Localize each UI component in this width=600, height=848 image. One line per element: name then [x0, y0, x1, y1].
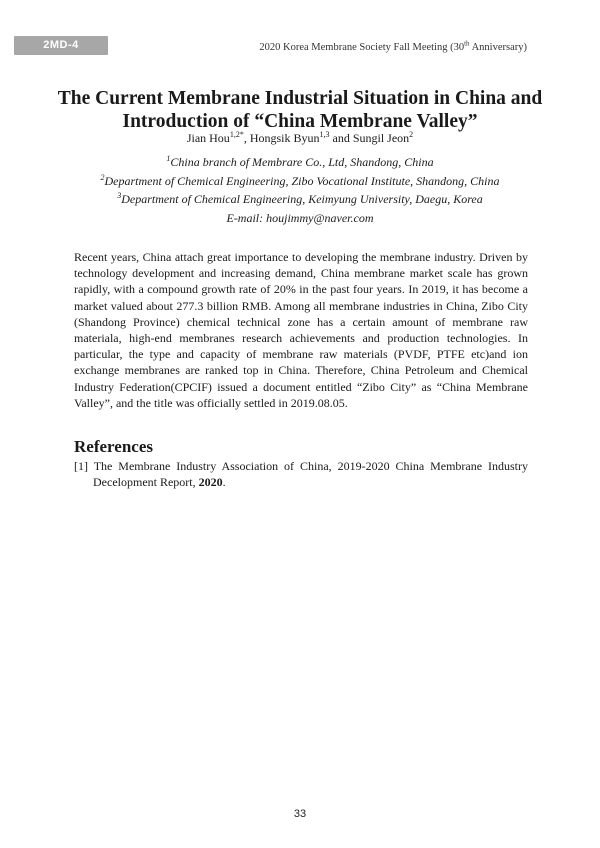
author-name: Hongsik Byun — [249, 131, 320, 145]
abstract-paragraph: Recent years, China attach great importance to developing the membrane industry. Driven by technology development and increasing demand, China membrane market scale has grown rapidly, with a compound growth rate of 20% in the past four years. In 2019, it has become a market valued about 277.3 billion RMB. Among all membrane industries in China, Zibo City (Shandong Province) chemical technical zone has a certain amount of membrane raw materiala, high-end membranes research achievements and production technologies. In particular, the type and capacity of membrane raw materials (PVDF, PTFE etc)and ion exchange membranes are ranked top in China. Therefore, China Petroleum and Chemical Industry Federation(CPCIF) issued a document entitled “Zibo City” as “China Membrane Valley”, and the title was officially settled in 2019.08.05. — [74, 250, 528, 410]
affiliation-line — [40, 190, 560, 209]
page-number: 33 — [293, 808, 307, 820]
session-badge: 2MD-4 — [14, 36, 108, 55]
contact-email: E-mail: houjimmy@naver.com — [226, 210, 374, 225]
author-name: Jian Hou — [186, 131, 230, 145]
conference-header-prefix: 2020 Korea Membrane Society Fall Meeting (30 — [259, 42, 465, 53]
affiliation-text: Department of Chemical Engineering, Keimyung University, Daegu, Korea — [121, 192, 483, 206]
author-affiliation-marker: 1,2* — [229, 130, 244, 139]
affiliation-text: China branch of Membrare Co., Ltd, Shandong, China — [170, 155, 434, 169]
affiliation-list — [40, 153, 560, 227]
paper-title — [40, 87, 560, 133]
affiliation-marker: 3 — [117, 191, 122, 200]
affiliation-text: Department of Chemical Engineering, Zibo Vocational Institute, Shandong, China — [104, 173, 500, 188]
author-list — [40, 131, 560, 146]
conference-header-suffix: Anniversary) — [469, 42, 527, 53]
references-heading: References — [74, 437, 153, 456]
author-affiliation-marker: 2 — [409, 130, 414, 139]
reference-year: 2020 — [198, 475, 223, 490]
reference-end: . — [222, 475, 226, 490]
affiliation-line — [40, 172, 560, 191]
author-separator: , — [243, 131, 250, 145]
reference-item — [74, 458, 528, 490]
author-affiliation-marker: 1,3 — [319, 130, 330, 139]
affiliation-marker: 1 — [166, 154, 171, 163]
conference-header — [259, 39, 527, 53]
affiliation-marker: 2 — [100, 172, 105, 182]
conference-header-sup: th — [464, 39, 470, 48]
author-separator: and — [329, 131, 353, 145]
author-name: Sungil Jeon — [352, 131, 410, 145]
reference-text: [1] The Membrane Industry Association of China, 2019-2020 China Membrane Industry Decelopment Report, — [74, 459, 528, 490]
paper-title-line-1: The Current Membrane Industrial Situation in China and — [57, 88, 543, 109]
affiliation-line — [40, 153, 560, 172]
paper-title-line-2: Introduction of “China Membrane Valley” — [122, 111, 478, 132]
